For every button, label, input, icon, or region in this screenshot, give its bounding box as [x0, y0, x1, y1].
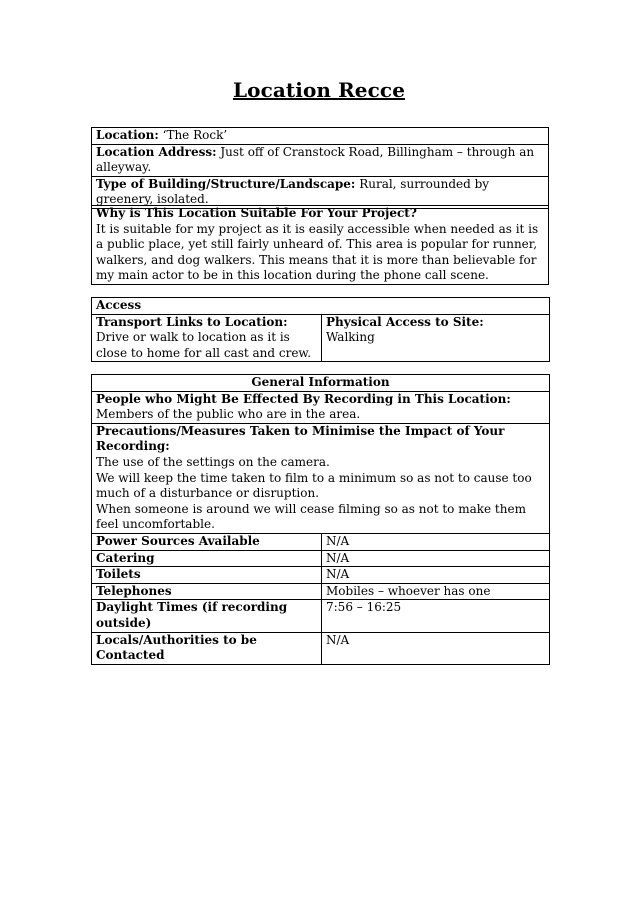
location-value: ‘The Rock’	[162, 128, 228, 142]
type-value: Rural, surrounded by greenery, isolated.	[96, 176, 490, 207]
location-row	[92, 128, 549, 145]
affected-cell	[92, 391, 550, 423]
access-heading: Access	[92, 298, 550, 315]
type-row	[92, 176, 549, 208]
address-value: Just off of Cranstock Road, Billingham – through an alleyway.	[96, 144, 535, 175]
transport-cell	[92, 314, 322, 362]
address-row	[92, 144, 549, 176]
access-heading-row	[92, 298, 550, 315]
address-cell	[92, 144, 549, 176]
table-row	[92, 632, 550, 664]
type-label: Type of Building/Structure/Landscape:	[96, 176, 356, 191]
transport-label: Transport Links to Location:	[96, 314, 288, 329]
suitability-heading: Why is This Location Suitable For Your Project?	[96, 206, 417, 220]
general-heading: General Information	[92, 375, 550, 392]
toilets-value: N/A	[322, 567, 550, 584]
physical-access-value: Walking	[326, 330, 375, 345]
page-title: Location Recce	[232, 78, 406, 102]
suitability-table	[91, 205, 549, 285]
access-table	[91, 297, 550, 362]
general-heading-row	[92, 375, 550, 392]
locals-authorities-value: N/A	[322, 632, 550, 664]
precautions-line: The use of the settings on the camera.	[96, 454, 330, 469]
daylight-times-label: Daylight Times (if recording outside)	[92, 600, 322, 632]
daylight-times-value: 7:56 – 16:25	[322, 600, 550, 632]
type-cell	[92, 176, 549, 208]
power-sources-label: Power Sources Available	[92, 533, 322, 550]
telephones-value: Mobiles – whoever has one	[322, 583, 550, 600]
toilets-label: Toilets	[92, 567, 322, 584]
precautions-row	[92, 423, 550, 533]
table-row	[92, 567, 550, 584]
suitability-text: It is suitable for my project as it is easily accessible when needed as it is a public place, yet still fairly unheard of. This area is popular for runner, walkers, and dog walkers. This means that it is more than believable for my main actor to be in this location during the phone call scene.	[96, 221, 539, 283]
table-row	[92, 533, 550, 550]
affected-label: People who Might Be Effected By Recording in This Location:	[96, 391, 511, 406]
location-table	[91, 127, 549, 209]
table-row	[92, 583, 550, 600]
suitability-row	[92, 206, 549, 285]
catering-value: N/A	[322, 550, 550, 567]
table-row	[92, 600, 550, 632]
precautions-cell	[92, 423, 550, 533]
affected-row	[92, 391, 550, 423]
telephones-label: Telephones	[92, 583, 322, 600]
transport-value: Drive or walk to location as it is close to home for all cast and crew.	[96, 330, 312, 360]
affected-value: Members of the public who are in the area.	[96, 407, 361, 422]
location-label: Location:	[96, 128, 159, 142]
location-cell	[92, 128, 549, 145]
power-sources-value: N/A	[322, 533, 550, 550]
address-label: Location Address:	[96, 144, 217, 159]
access-detail-row	[92, 314, 550, 362]
precautions-label: Precautions/Measures Taken to Minimise the Impact of Your Recording:	[96, 423, 505, 454]
physical-access-cell	[322, 314, 550, 362]
catering-label: Catering	[92, 550, 322, 567]
precautions-line: When someone is around we will cease filming so as not to make them feel uncomfortable.	[96, 501, 526, 532]
locals-authorities-label: Locals/Authorities to be Contacted	[92, 632, 322, 664]
precautions-line: We will keep the time taken to film to a minimum so as not to cause too much of a disturbance or disruption.	[96, 470, 532, 501]
table-row	[92, 550, 550, 567]
physical-access-label: Physical Access to Site:	[326, 314, 484, 329]
suitability-cell	[92, 206, 549, 285]
general-info-table	[91, 374, 550, 665]
